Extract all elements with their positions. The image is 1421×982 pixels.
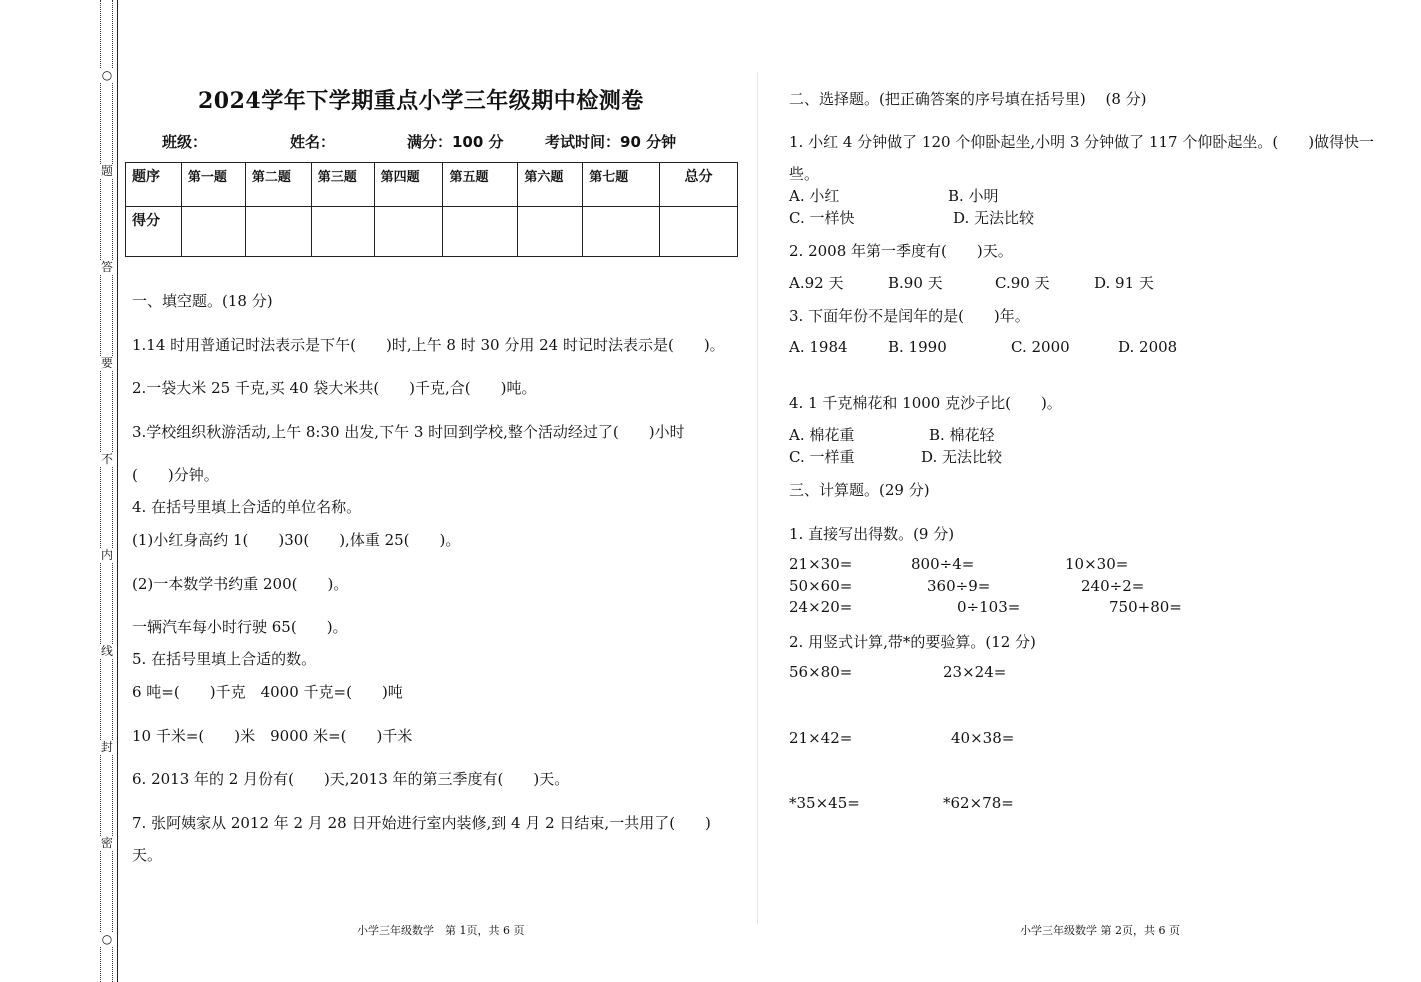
calc-item: 23×24=	[943, 663, 1007, 681]
question-text: 1.14 时用普通记时法表示是下午( )时,上午 8 时 30 分用 24 时记时法表示是( )。	[132, 336, 725, 354]
margin-border-line	[117, 0, 118, 982]
dotted-line-outer	[100, 0, 101, 982]
binding-char-feng: 封	[100, 740, 113, 754]
header-cell: 总分	[660, 163, 738, 207]
full-score: 满分：100 分	[407, 133, 504, 151]
question-text: (1)小红身高约 1( )30( ),体重 25( )。	[132, 531, 461, 549]
question-text: 天。	[132, 846, 163, 864]
option-text: C. 一样重	[789, 448, 855, 466]
option-text: B. 小明	[948, 187, 999, 205]
option-text: D. 91 天	[1094, 274, 1154, 292]
calc-item: *62×78=	[943, 794, 1014, 812]
score-input-cell[interactable]	[518, 207, 583, 257]
score-input-cell[interactable]	[443, 207, 518, 257]
question-text: 3. 下面年份不是闰年的是( )年。	[789, 307, 1030, 325]
binding-circle-top: ○	[101, 68, 113, 82]
section-2-heading: 二、选择题。(把正确答案的序号填在括号里) (8 分)	[789, 90, 1147, 108]
score-row-label: 得分	[126, 207, 182, 257]
calc-item: 800÷4=	[911, 555, 975, 573]
option-text: B. 棉花轻	[929, 426, 995, 444]
option-text: C.90 天	[995, 274, 1050, 292]
score-input-cell[interactable]	[311, 207, 374, 257]
score-table-header-row	[126, 163, 738, 207]
score-input-cell[interactable]	[181, 207, 245, 257]
calc-item: 21×42=	[789, 729, 853, 747]
calc-item: 10×30=	[1065, 555, 1129, 573]
exam-time: 考试时间：90 分钟	[545, 133, 677, 151]
page-divider	[757, 72, 758, 924]
name-label: 姓名：	[290, 133, 336, 151]
score-input-cell[interactable]	[583, 207, 660, 257]
exam-title: 2024学年下学期重点小学三年级期中检测卷	[198, 88, 644, 114]
question-text: 2. 用竖式计算,带*的要验算。(12 分)	[789, 633, 1036, 651]
calc-item: 21×30=	[789, 555, 853, 573]
calc-item: 750+80=	[1109, 598, 1182, 616]
score-input-cell[interactable]	[660, 207, 738, 257]
question-text: 10 千米=( )米 9000 米=( )千米	[132, 727, 413, 745]
header-cell: 第四题	[374, 163, 443, 207]
option-text: D. 2008	[1118, 338, 1178, 356]
question-text: 1. 小红 4 分钟做了 120 个仰卧起坐,小明 3 分钟做了 117 个仰卧起坐。( )做得快一	[789, 133, 1375, 151]
question-text: 2. 2008 年第一季度有( )天。	[789, 242, 1013, 260]
option-text: C. 一样快	[789, 209, 855, 227]
calc-item: *35×45=	[789, 794, 860, 812]
header-cell: 题序	[126, 163, 182, 207]
calc-item: 40×38=	[951, 729, 1015, 747]
option-text: D. 无法比较	[921, 448, 1003, 466]
binding-char-da: 答	[100, 260, 113, 274]
option-text: A. 小红	[789, 187, 840, 205]
header-cell: 第六题	[518, 163, 583, 207]
score-input-cell[interactable]	[245, 207, 311, 257]
option-text: D. 无法比较	[953, 209, 1035, 227]
question-text: 6 吨=( )千克 4000 千克=( )吨	[132, 683, 403, 701]
option-text: B. 1990	[888, 338, 947, 356]
page-footer-left: 小学三年级数学 第 1页，共 6 页	[357, 924, 525, 937]
calc-item: 56×80=	[789, 663, 853, 681]
score-input-cell[interactable]	[374, 207, 443, 257]
section-1-heading: 一、填空题。(18 分)	[132, 292, 273, 310]
binding-char-ti: 题	[100, 164, 113, 178]
question-text: 2.一袋大米 25 千克,买 40 袋大米共( )千克,合( )吨。	[132, 379, 537, 397]
binding-char-yao: 要	[100, 356, 113, 370]
header-cell: 第一题	[181, 163, 245, 207]
calc-item: 360÷9=	[927, 577, 991, 595]
section-3-heading: 三、计算题。(29 分)	[789, 481, 930, 499]
calc-item: 24×20=	[789, 598, 853, 616]
question-text: 一辆汽车每小时行驶 65( )。	[132, 618, 348, 636]
option-text: A. 1984	[789, 338, 848, 356]
class-label: 班级：	[162, 133, 208, 151]
binding-char-nei: 内	[100, 548, 113, 562]
question-text: 6. 2013 年的 2 月份有( )天,2013 年的第三季度有( )天。	[132, 770, 570, 788]
question-text: 5. 在括号里填上合适的数。	[132, 650, 317, 668]
question-text: 1. 直接写出得数。(9 分)	[789, 525, 955, 543]
dotted-line-inner	[112, 0, 113, 982]
question-text: 些。	[789, 165, 820, 183]
calc-item: 240÷2=	[1081, 577, 1145, 595]
option-text: A. 棉花重	[789, 426, 855, 444]
question-text: 4. 在括号里填上合适的单位名称。	[132, 498, 362, 516]
calc-item: 0÷103=	[957, 598, 1021, 616]
header-cell: 第七题	[583, 163, 660, 207]
binding-char-bu: 不	[100, 452, 113, 466]
score-table	[125, 162, 738, 257]
question-text: ( )分钟。	[132, 466, 219, 484]
binding-char-mi: 密	[100, 836, 113, 850]
header-cell: 第二题	[245, 163, 311, 207]
header-cell: 第五题	[443, 163, 518, 207]
binding-margin	[0, 0, 120, 982]
binding-circle-bottom: ○	[101, 932, 113, 946]
calc-item: 50×60=	[789, 577, 853, 595]
binding-char-xian: 线	[100, 644, 113, 658]
option-text: A.92 天	[789, 274, 844, 292]
score-table-score-row	[126, 207, 738, 257]
page-footer-right: 小学三年级数学 第 2页，共 6 页	[1020, 924, 1180, 937]
question-text: 3.学校组织秋游活动,上午 8:30 出发,下午 3 时回到学校,整个活动经过了( )小时	[132, 423, 685, 441]
option-text: B.90 天	[888, 274, 943, 292]
question-text: 7. 张阿姨家从 2012 年 2 月 28 日开始进行室内装修,到 4 月 2 日结束,一共用了( )	[132, 814, 711, 832]
option-text: C. 2000	[1011, 338, 1070, 356]
question-text: (2)一本数学书约重 200( )。	[132, 575, 349, 593]
header-cell: 第三题	[311, 163, 374, 207]
question-text: 4. 1 千克棉花和 1000 克沙子比( )。	[789, 394, 1062, 412]
